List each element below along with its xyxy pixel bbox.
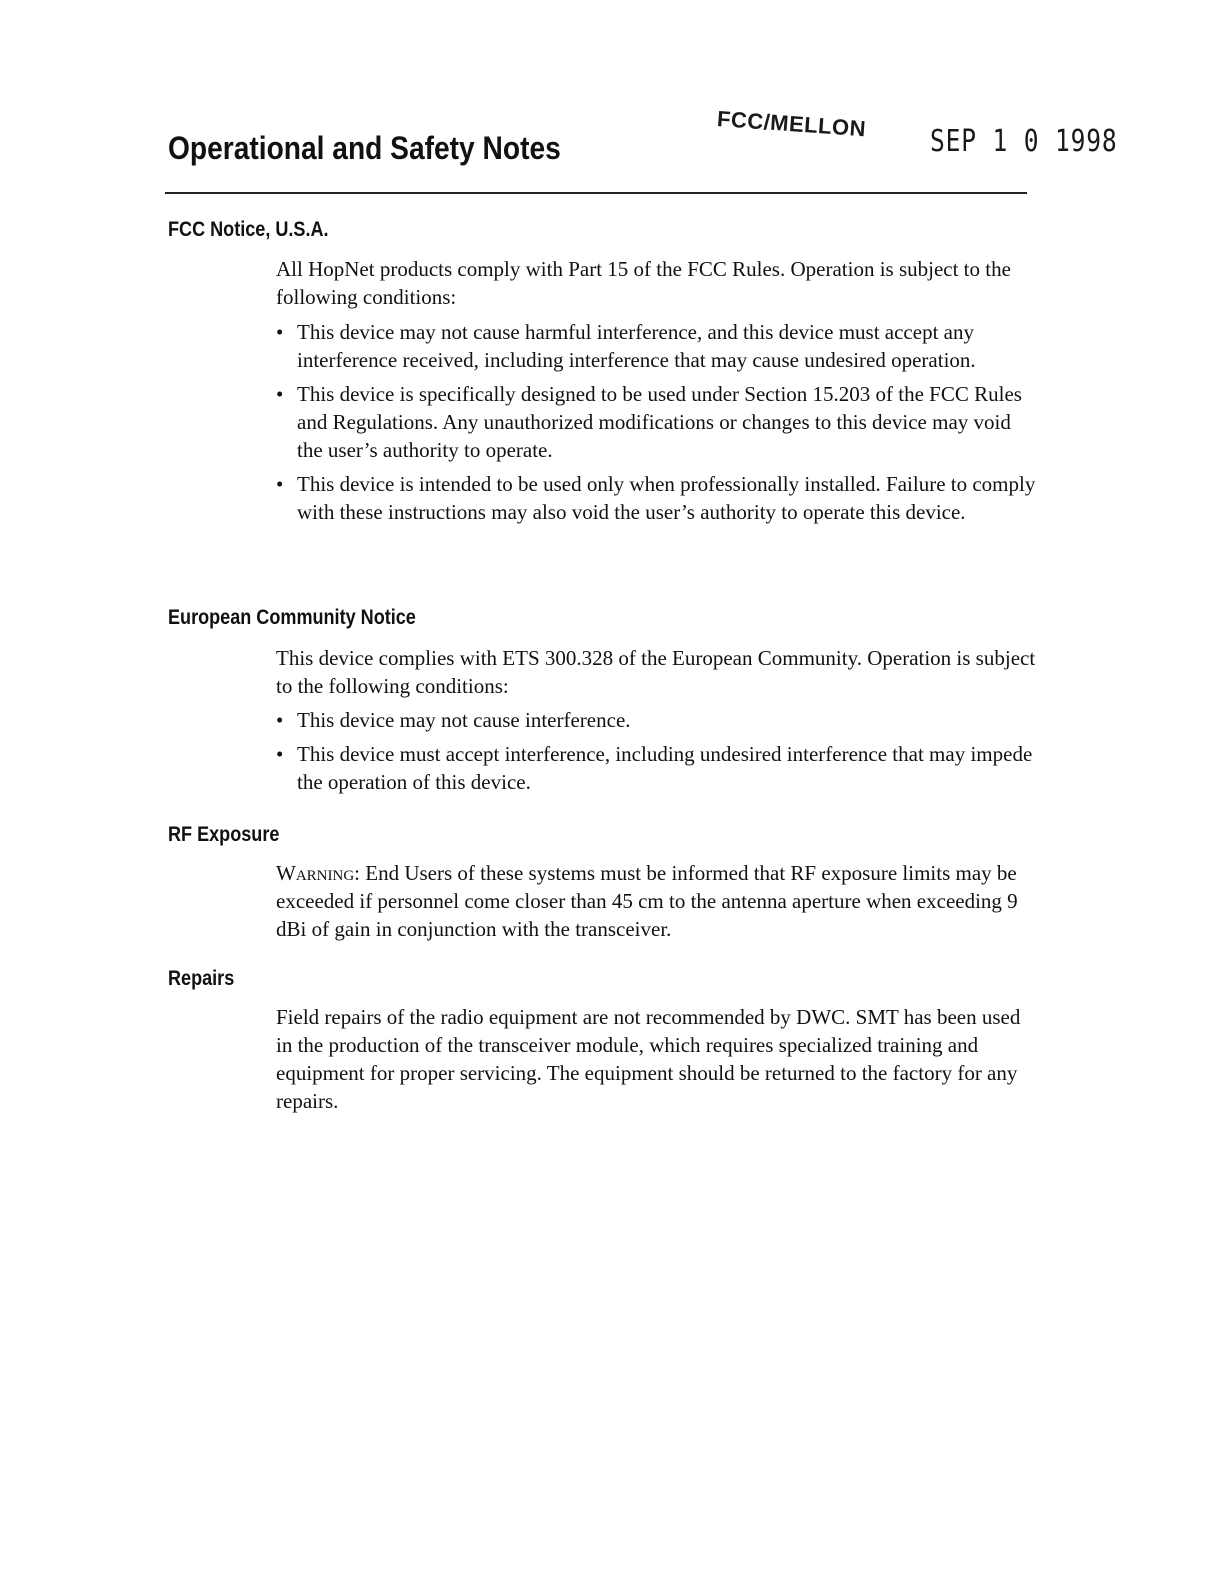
rf-exposure-paragraph: [276, 859, 1036, 943]
repairs-paragraph: Field repairs of the radio equipment are not recommended by DWC. SMT has been used in the production of the transceiver module, which requires specialized training and equipment for proper servicing. The equipment should be returned to the factory for any repairs.: [276, 1005, 1021, 1113]
warning-text: End Users of these systems must be informed that RF exposure limits may be exceeded if personnel come closer than 45 cm to the antenna aperture when exceeding 9 dBi of gain in conjunction with the transceiver.: [276, 861, 1018, 941]
page-title: Operational and Safety Notes: [168, 130, 561, 166]
title-divider: [165, 192, 1027, 194]
list-item: • This device is specifically designed to be used under Section 15.203 of the FCC Rules and Regulations. Any unauthorized modifications or changes to this device may void the user’s authority to operate.: [276, 380, 1036, 464]
repairs-heading: Repairs: [168, 967, 235, 990]
warning-label: Warning:: [276, 861, 360, 885]
list-item: • This device is intended to be used only when professionally installed. Failure to comply with these instructions may also void the user’s authority to operate this device.: [276, 470, 1036, 526]
fcc-notice-heading: FCC Notice, U.S.A.: [168, 218, 329, 241]
date-stamp: SEP 1 0 1998: [930, 124, 1118, 159]
fcc-mellon-stamp: FCC/MELLON: [716, 106, 867, 142]
list-item: • This device may not cause harmful interference, and this device must accept any interference received, including interference that may cause undesired operation.: [276, 318, 1036, 374]
fcc-notice-intro: All HopNet products comply with Part 15 of the FCC Rules. Operation is subject to the following conditions:: [276, 257, 1011, 309]
ec-notice-list: [276, 706, 1036, 796]
list-item: • This device may not cause interference.: [276, 706, 1036, 734]
ec-notice-heading: European Community Notice: [168, 606, 416, 629]
list-item: • This device must accept interference, including undesired interference that may impede the operation of this device.: [276, 740, 1036, 796]
rf-exposure-heading: RF Exposure: [168, 823, 280, 846]
fcc-notice-list: [276, 318, 1036, 526]
ec-notice-intro: This device complies with ETS 300.328 of the European Community. Operation is subject to the following conditions:: [276, 646, 1036, 698]
